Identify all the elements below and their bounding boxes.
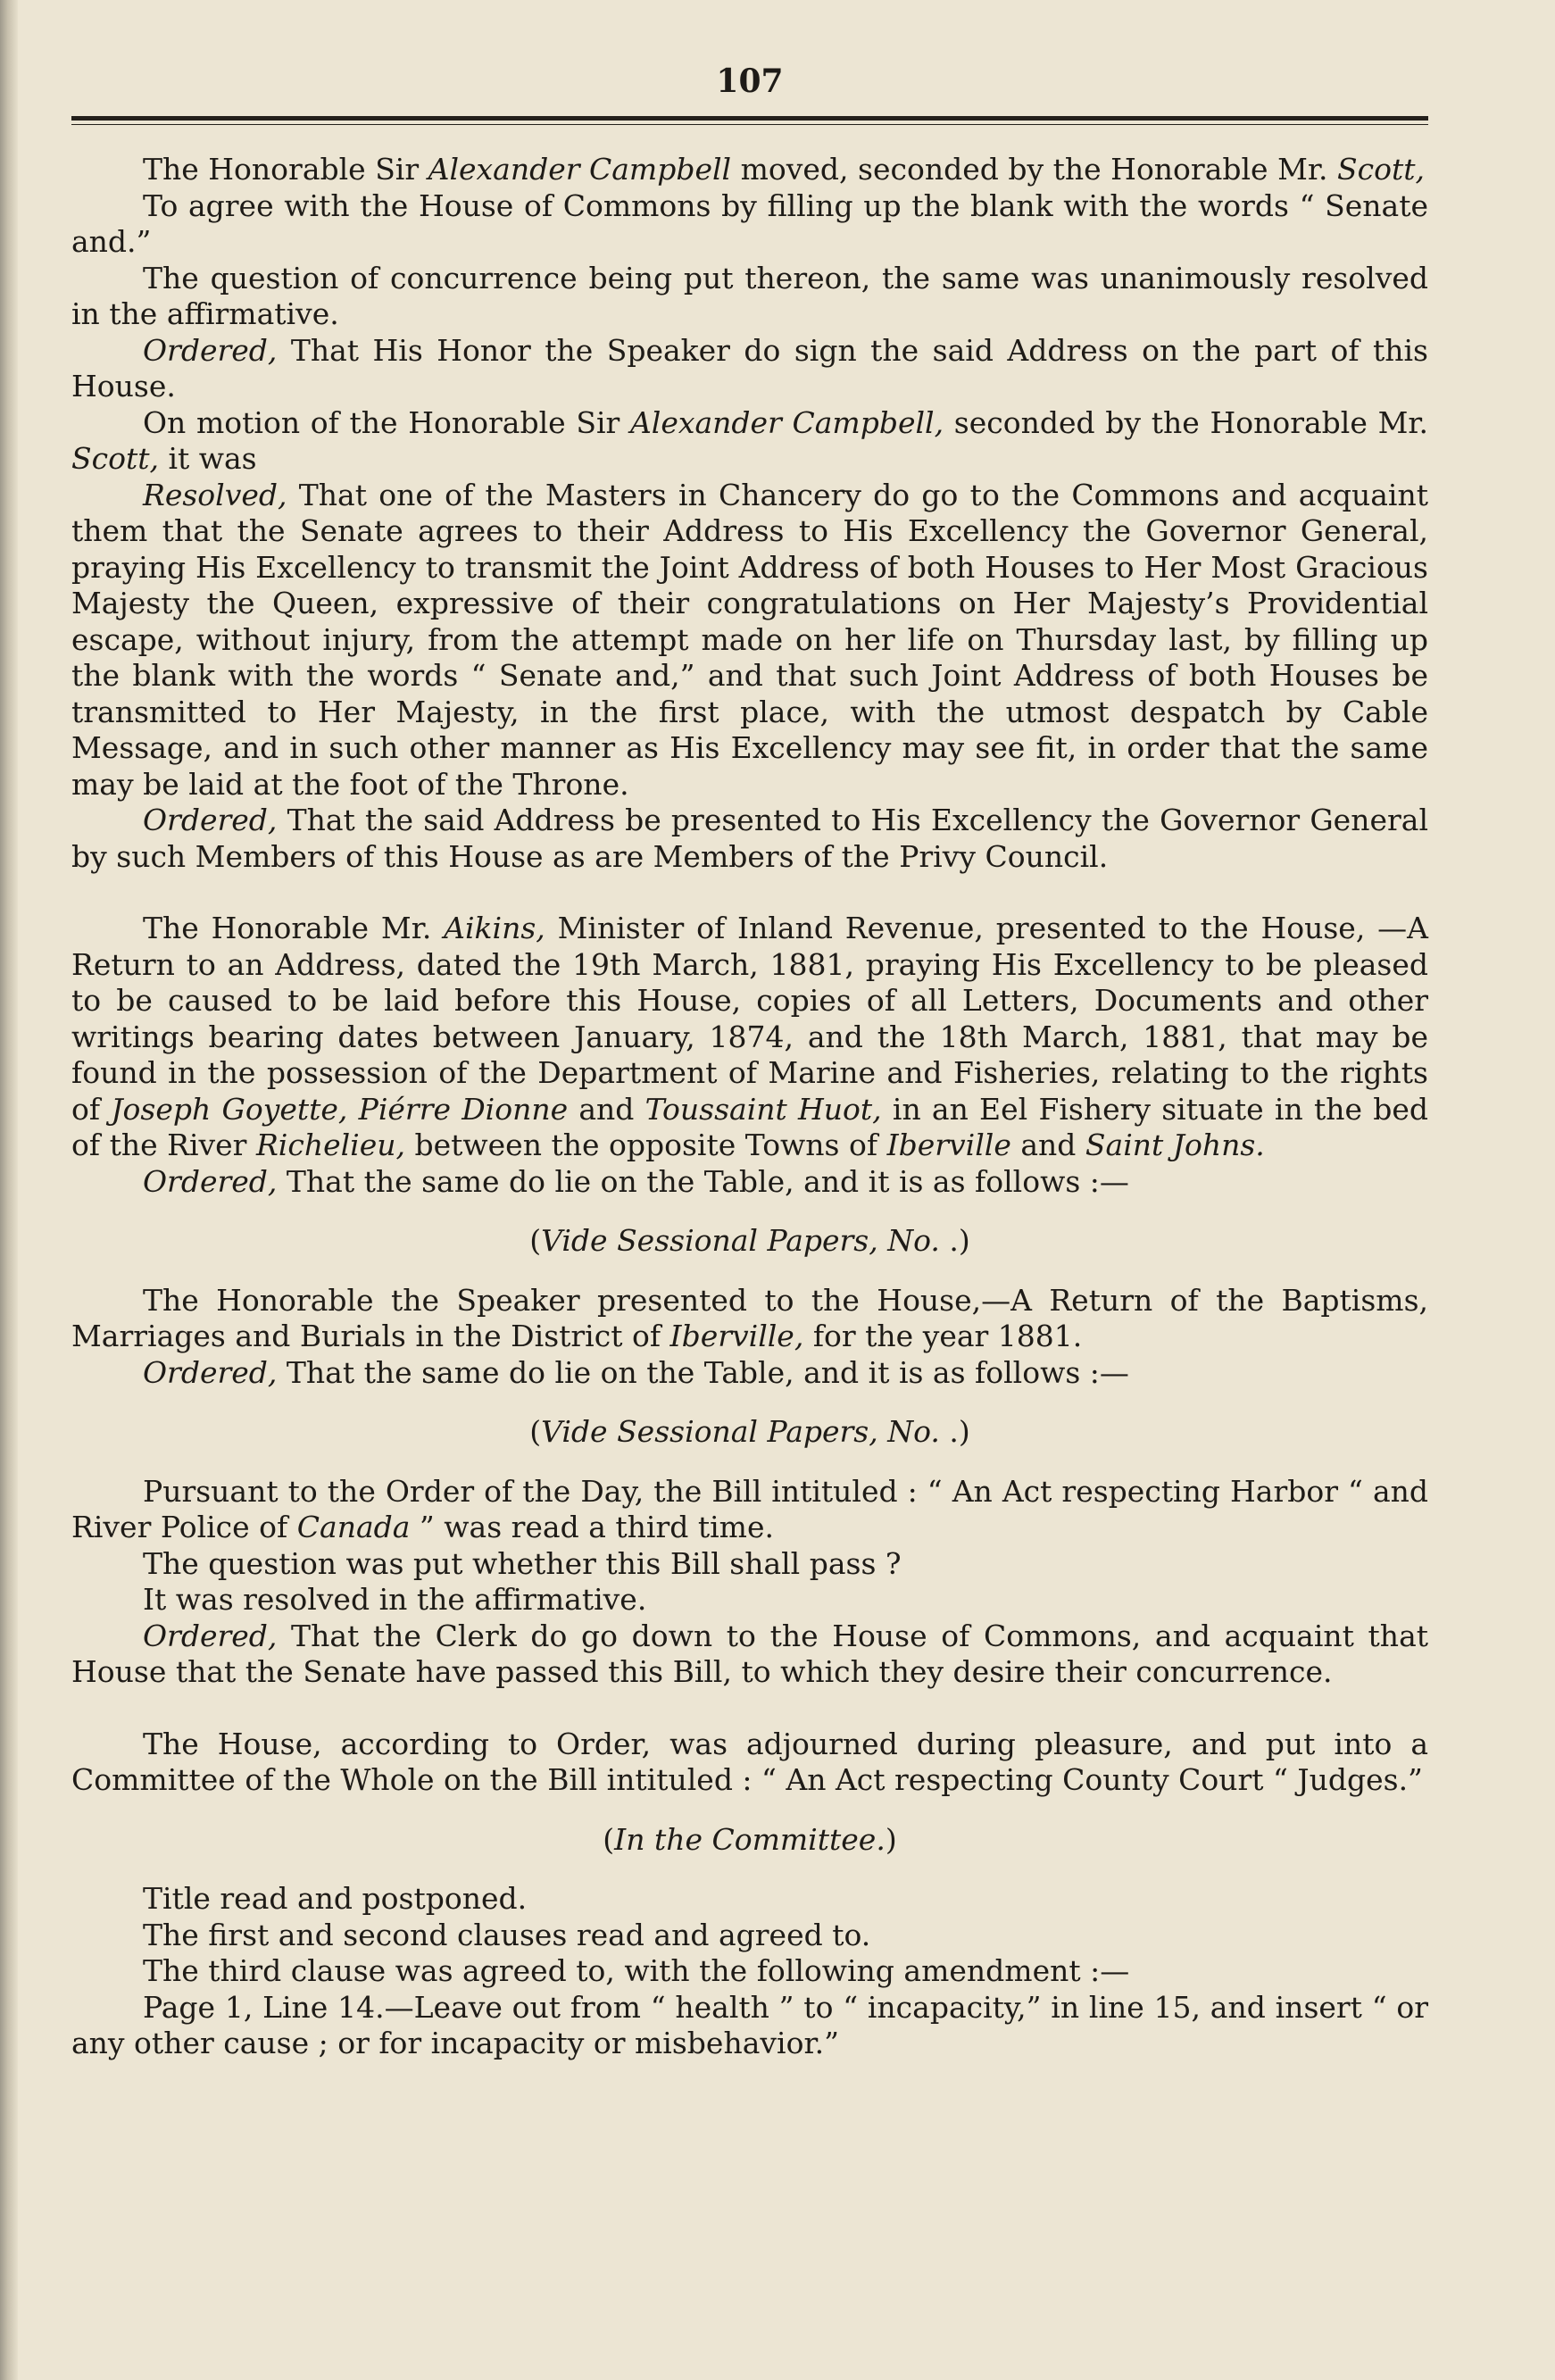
text-run: To agree with the House of Commons by filling up the blank with the words “ Senate and.” <box>71 187 1428 259</box>
italic-run: Ordered, <box>143 1163 278 1199</box>
paragraph <box>71 405 1428 478</box>
paragraph <box>71 1223 1428 1260</box>
text-run: The Honorable the Speaker presented to the House,—A Return of the Baptisms, Marriages and Burials in the District of <box>71 1282 1428 1353</box>
italic-run: Richelieu, <box>255 1128 405 1162</box>
italic-run: Aikins, <box>444 911 545 945</box>
text-run: The first and second clauses read and agreed to. <box>143 1917 871 1952</box>
paragraph <box>71 1355 1428 1392</box>
italic-run: Ordered, <box>143 1354 278 1390</box>
paragraph <box>71 1164 1428 1201</box>
paragraph <box>71 1990 1428 2062</box>
italic-run: Scott, <box>71 441 159 476</box>
paragraph <box>71 1727 1428 1799</box>
text-run: The House, according to Order, was adjourned during pleasure, and put into a Committee of the Whole on the Bill intituled : “ An Act respecting County Court “ Judges.” <box>71 1726 1428 1797</box>
text-run: The Honorable Sir <box>143 152 428 187</box>
text-run: between the opposite Towns of <box>405 1128 887 1162</box>
book-binding-edge <box>0 0 18 2380</box>
section-gap <box>71 1691 1428 1727</box>
text-run: and <box>1010 1128 1085 1162</box>
document-page <box>71 54 1428 2062</box>
text-run: ) <box>885 1821 897 1857</box>
header-rule-thin <box>71 124 1428 125</box>
italic-run: In the Committee. <box>614 1821 886 1857</box>
journal-text <box>71 152 1428 2062</box>
text-run: That the Clerk do go down to the House of Commons, and acquaint that House that the Senate have passed this Bill, to which they desire their concurrence. <box>71 1618 1428 1689</box>
italic-run: Resolved, <box>143 477 287 512</box>
text-run: That His Honor the Speaker do sign the said Address on the part of this House. <box>71 332 1428 404</box>
italic-run: Ordered, <box>143 332 278 368</box>
italic-run: Saint Johns. <box>1085 1128 1265 1162</box>
paragraph <box>71 1474 1428 1546</box>
text-run: for the year 1881. <box>803 1319 1083 1353</box>
italic-run: Vide Sessional Papers, No. <box>541 1223 940 1258</box>
text-run: Pursuant to the Order of the Day, the Bill intituled : “ An Act respecting Harbor “ and River Police of <box>71 1473 1428 1544</box>
text-run: seconded by the Honorable Mr. <box>944 404 1428 440</box>
paragraph <box>71 152 1428 188</box>
paragraph <box>71 1953 1428 1990</box>
text-run: On motion of the Honorable Sir <box>143 404 630 440</box>
paragraph <box>71 1881 1428 1918</box>
text-run: The question was put whether this Bill shall pass ? <box>143 1545 902 1581</box>
text-run: That the same do lie on the Table, and it is as follows :— <box>277 1163 1129 1199</box>
paragraph <box>71 1918 1428 1954</box>
text-run: That the same do lie on the Table, and it is as follows :— <box>277 1354 1129 1390</box>
text-run: moved, seconded by the Honorable Mr. <box>731 152 1337 187</box>
text-run: The Honorable Mr. <box>143 911 445 945</box>
paragraph <box>71 911 1428 1164</box>
italic-run: Iberville, <box>669 1319 804 1353</box>
text-run: That one of the Masters in Chancery do go to the Commons and acquaint them that the Senate agrees to their Address to His Excellency the Governor General, praying His Excellency to transmit the Joint Address of both Houses to Her Most Gracious Majesty the Queen, expressive of their congratulations on Her Majesty’s Providential escape, without injury, from the attempt made on her life on Thursday last, by filling up the blank with the words “ Senate and,” and that such Joint Address of both Houses be transmitted to Her Majesty, in the first place, with the utmost despatch by Cable Message, and in such other manner as His Excellency may see fit, in order that the same may be laid at the foot of the Throne. <box>71 477 1428 802</box>
paragraph <box>71 1546 1428 1583</box>
text-run: ” was read a third time. <box>410 1510 774 1544</box>
italic-run: Toussaint Huot, <box>644 1091 882 1127</box>
text-run: ( <box>529 1223 542 1258</box>
italic-run: Alexander Campbell <box>428 152 732 187</box>
italic-run: Ordered, <box>143 803 278 837</box>
paragraph <box>71 803 1428 875</box>
section-gap <box>71 875 1428 911</box>
italic-run: Alexander Campbell, <box>629 404 944 440</box>
paragraph <box>71 261 1428 333</box>
paragraph <box>71 1582 1428 1619</box>
text-run: That the said Address be presented to His Excellency the Governor General by such Members of this House as are Members of the Privy Council. <box>71 803 1428 874</box>
italic-run: Scott, <box>1337 152 1425 187</box>
text-run: and <box>568 1091 645 1127</box>
text-run: ( <box>603 1821 615 1857</box>
text-run: Page 1, Line 14.—Leave out from “ health ” to “ incapacity,” in line 15, and insert “ or any other cause ; or for incapacity or misbehavior.” <box>71 1989 1428 2060</box>
text-run: .) <box>939 1414 970 1449</box>
italic-run: Ordered, <box>143 1618 278 1653</box>
italic-run: Vide Sessional Papers, No. <box>541 1414 940 1449</box>
paragraph <box>71 333 1428 405</box>
text-run: in an Eel Fishery situate in the bed of the River <box>71 1091 1428 1162</box>
italic-run: Iberville <box>886 1128 1011 1162</box>
text-run: The question of concurrence being put thereon, the same was unanimously resolved in the affirmative. <box>71 260 1428 331</box>
italic-run: Joseph Goyette, Piérre Dionne <box>111 1091 569 1127</box>
paragraph <box>71 1822 1428 1859</box>
paragraph <box>71 1283 1428 1355</box>
paragraph <box>71 1619 1428 1691</box>
italic-run: Canada <box>296 1510 411 1544</box>
text-run: .) <box>939 1223 970 1258</box>
text-run: it was <box>158 441 257 476</box>
paragraph <box>71 478 1428 803</box>
paragraph <box>71 1414 1428 1451</box>
text-run: ( <box>529 1414 542 1449</box>
page-number: 107 <box>716 62 784 100</box>
text-run: It was resolved in the affirmative. <box>143 1582 647 1617</box>
header-rule-thick <box>71 116 1428 121</box>
text-run: The third clause was agreed to, with the following amendment :— <box>143 1953 1130 1988</box>
text-run: Title read and postponed. <box>143 1881 528 1916</box>
paragraph <box>71 188 1428 261</box>
text-run: Minister of Inland Revenue, presented to the House, —A Return to an Address, dated the 19th March, 1881, praying His Excellency to be pleased to be caused to be laid before this House, copies of all Letters, Documents and other writings bearing dates between January, 1874, and the 18th March, 1881, that may be found in the possession of the Department of Marine and Fisheries, relating to the rights of <box>71 911 1428 1127</box>
